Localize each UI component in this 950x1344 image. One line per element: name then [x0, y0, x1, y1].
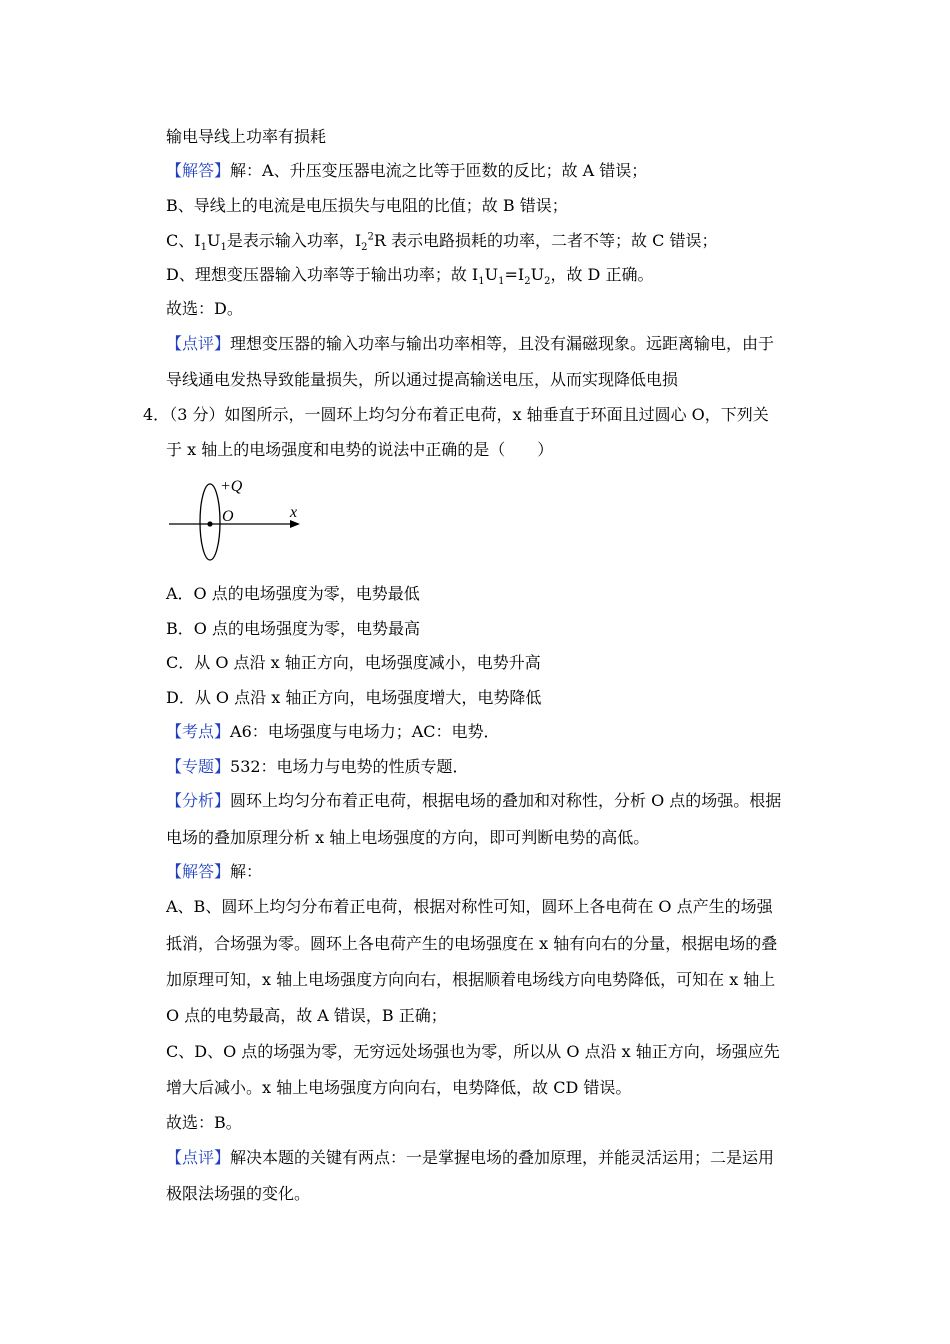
ring-diagram: [166, 474, 316, 566]
dianping-line-1: 【点评】解决本题的关键有两点：一是掌握电场的叠加原理，并能灵活运用；二是运用: [166, 1148, 775, 1167]
prev-answer-a: 【解答】解：A、升压变压器电流之比等于匝数的反比；故 A 错误；: [166, 161, 648, 180]
prev-answer-b: B、导线上的电流是电压损失与电阻的比值；故 B 错误；: [166, 196, 568, 215]
prev-answer-c: C、$I_1U_1$是表示输入功率，$I_2^2R$ 表示电路损耗的功率，二者不等；故 C 错误；: [166, 231, 718, 254]
jieda-line-6: 增大后减小。x 轴上电场强度方向向右，电势降低，故 CD 错误。: [166, 1078, 632, 1097]
jieda-tag: 【解答】: [166, 862, 231, 881]
question-number: 4．: [143, 405, 170, 424]
option-a: A．O 点的电场强度为零，电势最低: [166, 584, 420, 603]
option-c: C．从 O 点沿 x 轴正方向，电场强度减小，电势升高: [166, 653, 541, 672]
ring-figure: [166, 474, 316, 570]
answer-tag: 【解答】: [166, 161, 231, 180]
q4-stem-2: 于 x 轴上的电场强度和电势的说法中正确的是（ ）: [166, 440, 554, 459]
prev-line: 输电导线上功率有损耗: [166, 127, 327, 146]
fenxi-line-2: 电场的叠加原理分析 x 轴上电场强度的方向，即可判断电势的高低。: [166, 828, 650, 847]
dianping-line-2: 极限法场强的变化。: [166, 1184, 311, 1203]
prev-comment-1: 【点评】理想变压器的输入功率与输出功率相等，且没有漏磁现象。远距离输电，由于: [166, 334, 775, 353]
origin-point: [207, 521, 212, 526]
q4-choice: 故选：B。: [166, 1113, 242, 1132]
zhuanti-line: 【专题】532：电场力与电势的性质专题．: [166, 757, 469, 776]
option-d: D．从 O 点沿 x 轴正方向，电场强度增大，电势降低: [166, 688, 542, 707]
comment-tag: 【点评】: [166, 334, 231, 353]
prev-answer-d: D、理想变压器输入功率等于输出功率；故 $I_1U_1=I_2U_2$，故 D 正确。: [166, 265, 654, 288]
origin-label: O: [222, 508, 234, 525]
jieda-line-1: A、B、圆环上均匀分布着正电荷，根据对称性可知，圆环上各电荷在 O 点产生的场强: [166, 897, 773, 916]
dianping-tag: 【点评】: [166, 1148, 231, 1167]
kaodian-line: 【考点】A6：电场强度与电场力；AC：电势．: [166, 722, 500, 741]
jieda-line-0: 【解答】解：: [166, 862, 263, 881]
prev-choice: 故选：D。: [166, 299, 243, 318]
prev-comment-2: 导线通电发热导致能量损失，所以通过提高输送电压，从而实现降低电损: [166, 370, 679, 389]
option-b: B．O 点的电场强度为零，电势最高: [166, 619, 420, 638]
jieda-line-2: 抵消，合场强为零。圆环上各电荷产生的电场强度在 x 轴有向右的分量，根据电场的叠: [166, 934, 778, 953]
kaodian-tag: 【考点】: [166, 722, 231, 741]
charge-label: +Q: [220, 478, 243, 495]
x-axis-arrow: [290, 520, 300, 528]
jieda-line-3: 加原理可知，x 轴上电场强度方向向右，根据顺着电场线方向电势降低，可知在 x 轴上: [166, 970, 776, 989]
axis-label: x: [290, 504, 298, 521]
fenxi-tag: 【分析】: [166, 791, 231, 810]
jieda-line-5: C、D、O 点的场强为零，无穷远处场强也为零，所以从 O 点沿 x 轴正方向，场强应先: [166, 1042, 780, 1061]
jieda-line-4: O 点的电势最高，故 A 错误，B 正确；: [166, 1006, 447, 1025]
zhuanti-tag: 【专题】: [166, 757, 231, 776]
fenxi-line-1: 【分析】圆环上均匀分布着正电荷，根据电场的叠加和对称性，分析 O 点的场强。根据: [166, 791, 782, 810]
q4-stem-1: 4．（3 分）如图所示，一圆环上均匀分布着正电荷，x 轴垂直于环面且过圆心 O，下列关: [143, 405, 769, 424]
